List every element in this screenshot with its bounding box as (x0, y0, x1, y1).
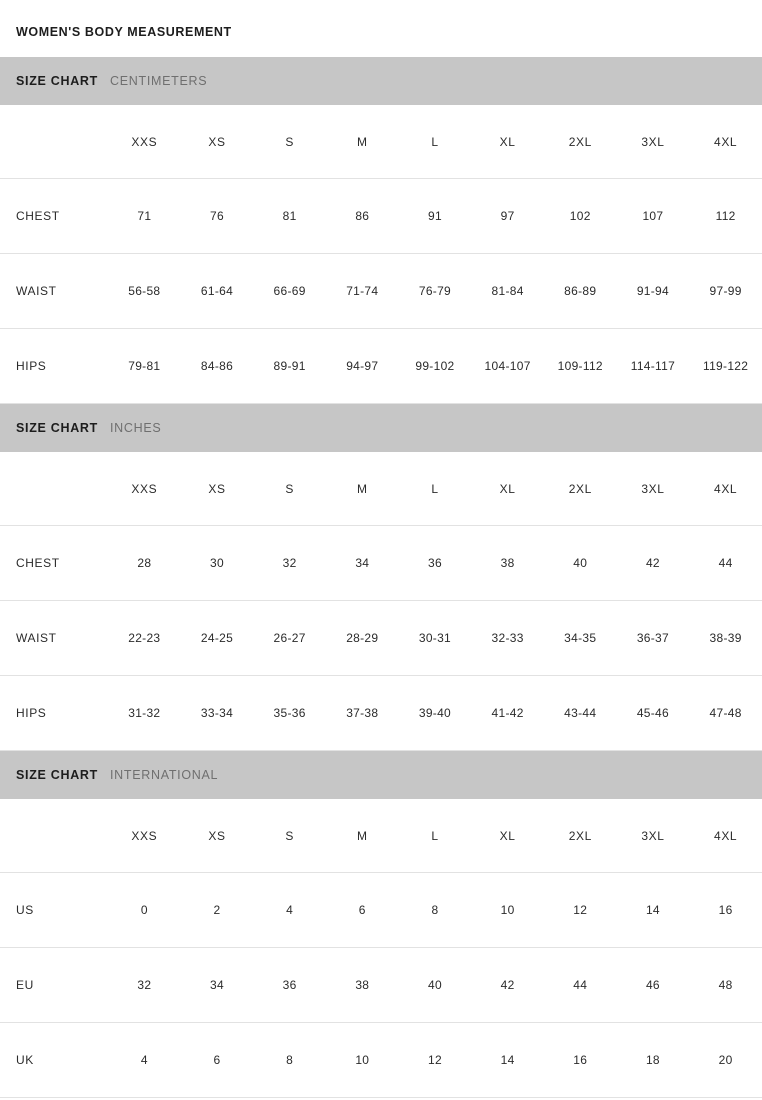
cell: 12 (399, 1023, 472, 1098)
cell: 37-38 (326, 676, 399, 751)
cell: 10 (326, 1023, 399, 1098)
cell: 81 (253, 179, 326, 254)
row-label-hips: HIPS (0, 329, 108, 404)
cell: 56-58 (108, 254, 181, 329)
column-header-l: L (399, 105, 472, 179)
size-chart-international (0, 751, 762, 1098)
column-header-l: L (399, 799, 472, 873)
cell: 4 (108, 1023, 181, 1098)
cell: 24-25 (181, 601, 254, 676)
column-header-2xl: 2XL (544, 452, 617, 526)
cell: 34 (181, 948, 254, 1023)
cell: 34-35 (544, 601, 617, 676)
cell: 109-112 (544, 329, 617, 404)
column-header-s: S (253, 799, 326, 873)
table-row (0, 526, 762, 601)
column-header-xxs: XXS (108, 105, 181, 179)
column-header-m: M (326, 452, 399, 526)
cell: 2 (181, 873, 254, 948)
column-header-xs: XS (181, 799, 254, 873)
cell: 14 (471, 1023, 544, 1098)
column-header-xs: XS (181, 105, 254, 179)
cell: 8 (399, 873, 472, 948)
cell: 28 (108, 526, 181, 601)
size-chart-header-unit: INTERNATIONAL (110, 768, 219, 782)
cell: 20 (689, 1023, 762, 1098)
size-chart-header-label: SIZE CHART (16, 74, 98, 88)
column-header-2xl: 2XL (544, 799, 617, 873)
cell: 97-99 (689, 254, 762, 329)
cell: 30 (181, 526, 254, 601)
row-label-waist: WAIST (0, 601, 108, 676)
cell: 71 (108, 179, 181, 254)
cell: 43-44 (544, 676, 617, 751)
cell: 8 (253, 1023, 326, 1098)
cell: 28-29 (326, 601, 399, 676)
size-chart-centimeters (0, 57, 762, 404)
table-header-row (0, 452, 762, 526)
cell: 86 (326, 179, 399, 254)
table-row (0, 1023, 762, 1098)
column-header-s: S (253, 105, 326, 179)
cell: 38 (326, 948, 399, 1023)
row-label-uk: UK (0, 1023, 108, 1098)
cell: 36 (399, 526, 472, 601)
cell: 42 (617, 526, 690, 601)
cell: 31-32 (108, 676, 181, 751)
cell: 47-48 (689, 676, 762, 751)
column-header-4xl: 4XL (689, 799, 762, 873)
row-label-eu: EU (0, 948, 108, 1023)
table-row (0, 948, 762, 1023)
column-header-4xl: 4XL (689, 105, 762, 179)
column-header-3xl: 3XL (617, 105, 690, 179)
column-header-l: L (399, 452, 472, 526)
cell: 32-33 (471, 601, 544, 676)
column-header-4xl: 4XL (689, 452, 762, 526)
table-row (0, 254, 762, 329)
cell: 39-40 (399, 676, 472, 751)
cell: 16 (544, 1023, 617, 1098)
cell: 38-39 (689, 601, 762, 676)
cell: 18 (617, 1023, 690, 1098)
cell: 94-97 (326, 329, 399, 404)
cell: 66-69 (253, 254, 326, 329)
size-chart-header-unit: CENTIMETERS (110, 74, 208, 88)
column-header-3xl: 3XL (617, 799, 690, 873)
row-label-waist: WAIST (0, 254, 108, 329)
column-header-blank (0, 105, 108, 179)
column-header-xxs: XXS (108, 452, 181, 526)
cell: 76 (181, 179, 254, 254)
cell: 45-46 (617, 676, 690, 751)
column-header-xxs: XXS (108, 799, 181, 873)
column-header-2xl: 2XL (544, 105, 617, 179)
cell: 102 (544, 179, 617, 254)
cell: 76-79 (399, 254, 472, 329)
table-row (0, 873, 762, 948)
table-row (0, 601, 762, 676)
cell: 6 (181, 1023, 254, 1098)
cell: 89-91 (253, 329, 326, 404)
cell: 99-102 (399, 329, 472, 404)
cell: 32 (108, 948, 181, 1023)
cell: 119-122 (689, 329, 762, 404)
cell: 91-94 (617, 254, 690, 329)
row-label-chest: CHEST (0, 526, 108, 601)
row-label-hips: HIPS (0, 676, 108, 751)
cell: 34 (326, 526, 399, 601)
cell: 48 (689, 948, 762, 1023)
cell: 16 (689, 873, 762, 948)
page-title: WOMEN'S BODY MEASUREMENT (16, 25, 232, 39)
size-chart-header-international (0, 751, 762, 799)
row-label-chest: CHEST (0, 179, 108, 254)
size-chart-header-unit: INCHES (110, 421, 162, 435)
cell: 40 (399, 948, 472, 1023)
cell: 0 (108, 873, 181, 948)
cell: 38 (471, 526, 544, 601)
size-table-inches (0, 452, 762, 751)
column-header-xl: XL (471, 452, 544, 526)
cell: 107 (617, 179, 690, 254)
cell: 91 (399, 179, 472, 254)
size-table-international (0, 799, 762, 1098)
cell: 61-64 (181, 254, 254, 329)
cell: 44 (689, 526, 762, 601)
size-chart-header-inches (0, 404, 762, 452)
cell: 97 (471, 179, 544, 254)
size-chart-header-label: SIZE CHART (16, 421, 98, 435)
size-chart-inches (0, 404, 762, 751)
table-header-row (0, 799, 762, 873)
size-table-centimeters (0, 105, 762, 404)
cell: 104-107 (471, 329, 544, 404)
size-chart-header-label: SIZE CHART (16, 768, 98, 782)
column-header-xl: XL (471, 799, 544, 873)
cell: 41-42 (471, 676, 544, 751)
row-label-us: US (0, 873, 108, 948)
column-header-m: M (326, 105, 399, 179)
cell: 33-34 (181, 676, 254, 751)
cell: 22-23 (108, 601, 181, 676)
cell: 35-36 (253, 676, 326, 751)
cell: 32 (253, 526, 326, 601)
cell: 36-37 (617, 601, 690, 676)
column-header-s: S (253, 452, 326, 526)
cell: 79-81 (108, 329, 181, 404)
cell: 12 (544, 873, 617, 948)
column-header-m: M (326, 799, 399, 873)
cell: 30-31 (399, 601, 472, 676)
cell: 40 (544, 526, 617, 601)
column-header-xl: XL (471, 105, 544, 179)
table-header-row (0, 105, 762, 179)
table-row (0, 329, 762, 404)
cell: 46 (617, 948, 690, 1023)
cell: 86-89 (544, 254, 617, 329)
cell: 26-27 (253, 601, 326, 676)
column-header-xs: XS (181, 452, 254, 526)
table-row (0, 179, 762, 254)
column-header-blank (0, 452, 108, 526)
cell: 112 (689, 179, 762, 254)
column-header-3xl: 3XL (617, 452, 690, 526)
cell: 84-86 (181, 329, 254, 404)
table-row (0, 676, 762, 751)
cell: 81-84 (471, 254, 544, 329)
size-chart-header-centimeters (0, 57, 762, 105)
cell: 10 (471, 873, 544, 948)
cell: 42 (471, 948, 544, 1023)
cell: 71-74 (326, 254, 399, 329)
cell: 4 (253, 873, 326, 948)
cell: 14 (617, 873, 690, 948)
cell: 44 (544, 948, 617, 1023)
cell: 6 (326, 873, 399, 948)
column-header-blank (0, 799, 108, 873)
cell: 36 (253, 948, 326, 1023)
cell: 114-117 (617, 329, 690, 404)
